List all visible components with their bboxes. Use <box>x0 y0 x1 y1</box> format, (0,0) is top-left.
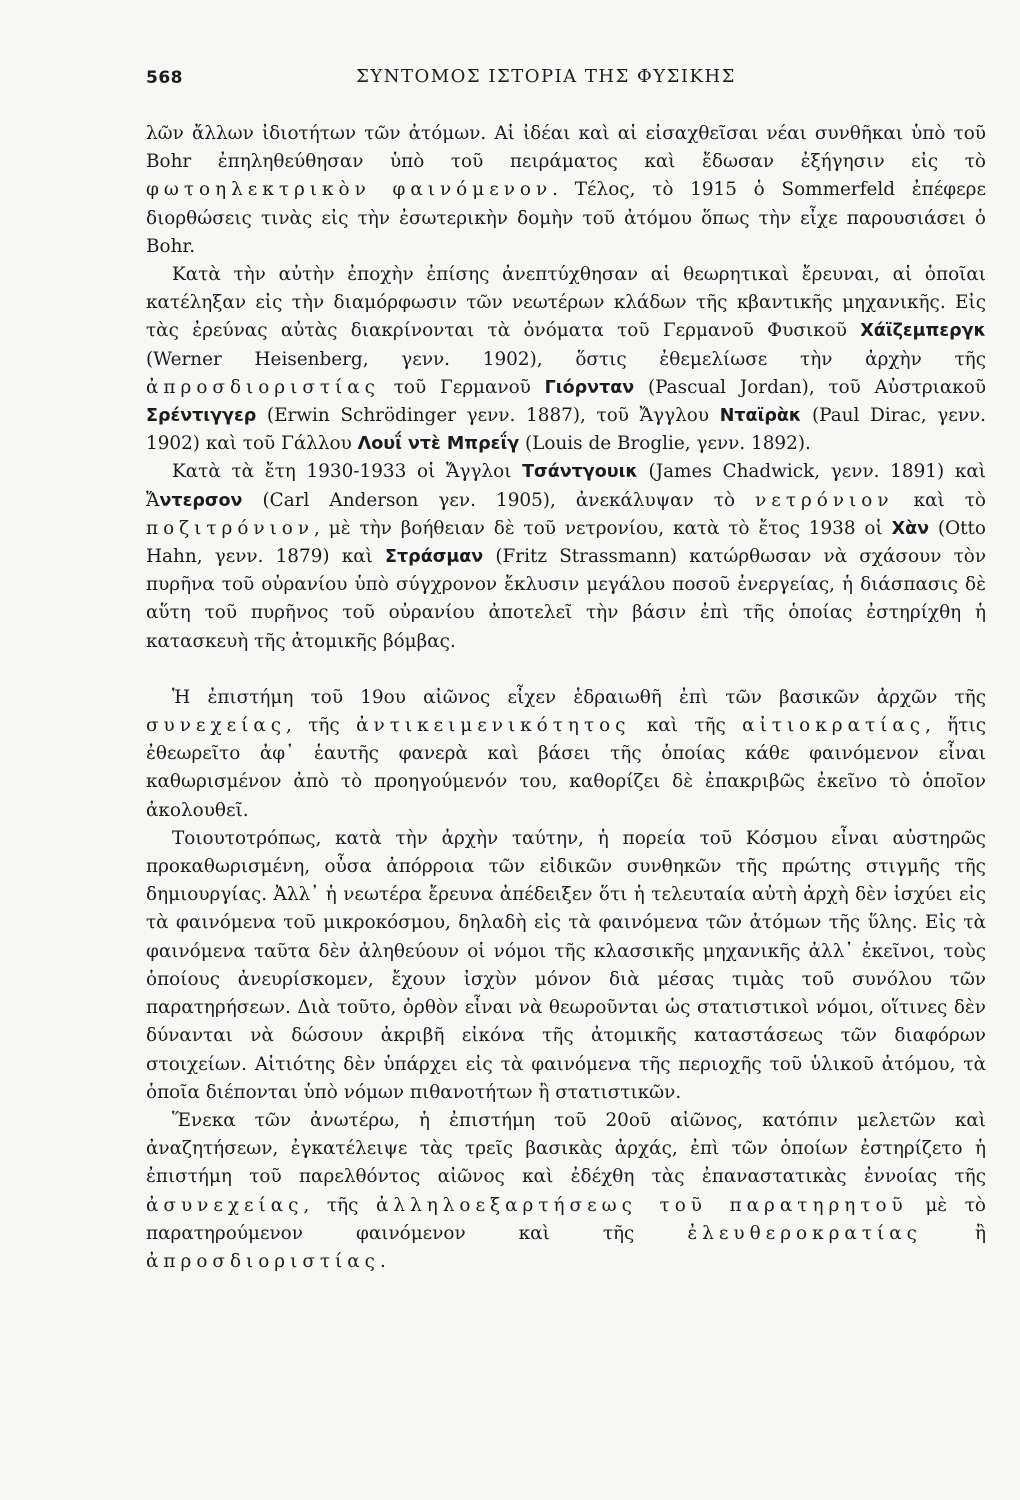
text-run: Ἡ ἐπιστήμη τοῦ 19ου αἰῶνος εἶχεν ἑδραιωθῆ ἐπὶ τῶν βασικῶν ἀρχῶν τῆς <box>172 686 986 708</box>
text-run: καὶ τὸ <box>893 489 986 511</box>
text-run: , ἥτις ἐθεωρεῖτο ἀφ᾽ ἑαυτῆς φανερὰ καὶ βάσει τῆς ὁποίας κάθε φαινόμενον εἶναι καθωρισμένον ἀπὸ τὸ προηγούμενόν του, καθορίζει δὲ ἐπακριβῶς ἐκεῖνο τὸ ὁποῖον ἀκολουθεῖ. <box>146 715 986 821</box>
paragraph <box>146 684 986 825</box>
text-run: (Pascual Jordan), τοῦ Αὐστριακοῦ <box>634 376 987 398</box>
spaced-term: φωτοηλεκτρικὸν φαινόμενον <box>146 179 553 201</box>
text-run: τοῦ Γερμανοῦ <box>379 376 545 398</box>
bold-name: Χὰν <box>891 518 930 539</box>
running-title: ΣΥΝΤΟΜΟΣ ΙΣΤΟΡΙΑ ΤΗΣ ΦΥΣΙΚΗΣ <box>356 66 736 87</box>
bold-name: Λουΐ ντὲ Μπρεΐγ <box>357 434 520 455</box>
paragraph <box>146 261 986 458</box>
paragraph <box>146 120 986 261</box>
text-run: Κατὰ τὰ ἔτη 1930-1933 οἱ Ἄγγλοι <box>172 461 523 483</box>
page-header <box>146 64 898 94</box>
text-run: . <box>379 1250 386 1272</box>
text-run: (Werner Heisenberg, γενν. 1902), ὅστις ἐθεμελίωσε τὴν ἀρχὴν τῆς <box>146 348 986 370</box>
text-run: λῶν ἄλλων ἰδιοτήτων τῶν ἀτόμων. Αἱ ἰδέαι καὶ αἱ εἰσαχθεῖσαι νέαι συνθῆκαι ὑπὸ τοῦ Bohr ἐπηληθεύθησαν ὑπὸ τοῦ πειράματος καὶ ἔδωσαν ἐξήγησιν εἰς τὸ <box>146 123 986 173</box>
bold-name: Νταϊρὰκ <box>719 406 802 427</box>
body-text <box>146 120 986 1276</box>
text-run: Τοιουτοτρόπως, κατὰ τὴν ἀρχὴν ταύτην, ἡ πορεία τοῦ Κόσμου εἶναι αὐστηρῶς προκαθωρισμένη, οὖσα ἀπόρροια τῶν εἰδικῶν συνθηκῶν τῆς πρώτης στιγμῆς τῆς δημιουργίας. Ἀλλ᾽ ἡ νεωτέρα ἔρευνα ἀπέδειξεν ὅτι ἡ τελευταία αὐτὴ ἀρχὴ δὲν ἰσχύει εἰς τὰ φαινόμενα τοῦ μικροκόσμου, δηλαδὴ εἰς τὰ φαινόμενα τῶν ἀτόμων τῆς ὕλης. Εἰς τὰ φαινόμενα ταῦτα δὲν ἀληθεύουν οἱ νόμοι τῆς κλασσικῆς μηχανικῆς ἀλλ᾽ ἐκεῖνοι, τοὺς ὁποίους ἀνευρίσκομεν, ἔχουν ἰσχὺν μόνον διὰ μέσας τιμὰς τοῦ συνόλου τῶν παρατηρήσεων. Διὰ τοῦτο, ὀρθὸν εἶναι νὰ θεωροῦνται ὡς στατιστικοὶ νόμοι, οἵτινες δὲν δύνανται νὰ δώσουν ἀκριβῆ εἰκόνα τῆς ἀτομικῆς καταστάσεως τῶν διαφόρων στοιχείων. Αἰτιότης δὲν ὑπάρχει εἰς τὰ φαινόμενα τῆς περιοχῆς τοῦ ὑλικοῦ ἀτόμου, τὰ ὁποῖα διέπονται ὑπὸ νόμων πιθανοτήτων ἢ στατιστικῶν. <box>146 827 986 1103</box>
text-run: (Paul Dirac, γενν. 1902) καὶ τοῦ Γάλλου <box>146 405 986 455</box>
text-run: μὲ τὸ παρατηρούμενον φαινόμενον καὶ τῆς <box>146 1194 986 1244</box>
spaced-term: ἀπροσδιοριστίας <box>146 376 380 398</box>
spaced-term: ἐλευθεροκρατίας <box>687 1222 922 1244</box>
text-run: (Erwin Schrödinger γενν. 1887), τοῦ Ἄγγλου <box>256 405 720 427</box>
text-run: . Τέλος, τὸ 1915 ὁ Sommerfeld ἐπέφερε διορθώσεις τινὰς εἰς τὴν ἐσωτερικὴν δομὴν τοῦ ἀτόμου ὅπως τὴν εἶχε παρουσιάσει ὁ Bohr. <box>146 179 986 257</box>
spaced-term: ἀλληλοεξαρτήσεως τοῦ παρατηρητοῦ <box>376 1194 908 1216</box>
spaced-term: αἰτιοκρατίας <box>742 715 926 737</box>
page-number: 568 <box>146 68 183 88</box>
text-run: ἢ <box>921 1222 986 1244</box>
text-run: , μὲ τὴν βοήθειαν δὲ τοῦ νετρονίου, κατὰ τὸ ἔτος 1938 οἱ <box>314 517 892 539</box>
spaced-term: συνεχείας <box>146 715 287 737</box>
text-run: καὶ τῆς <box>630 715 743 737</box>
paragraph <box>146 1107 986 1276</box>
bold-name: Σρέντιγγερ <box>146 406 257 427</box>
text-run: , τῆς <box>286 715 357 737</box>
bold-name: Τσάντγουικ <box>522 462 638 483</box>
text-run: (Louis de Broglie, γενν. 1892). <box>519 433 811 455</box>
text-run: (Carl Anderson γεν. 1905), ἀνεκάλυψαν τὸ <box>242 489 756 511</box>
text-run: , τῆς <box>303 1194 376 1216</box>
spaced-term: ἀντικειμενικότητος <box>356 715 631 737</box>
paragraph <box>146 458 986 655</box>
text-run: Κατὰ τὴν αὐτὴν ἐποχὴν ἐπίσης ἀνεπτύχθησαν αἱ θεωρητικαὶ ἔρευναι, αἱ ὁποῖαι κατέληξαν εἰς τὴν διαμόρφωσιν τῶν νεωτέρων κλάδων τῆς κβαντικῆς μηχανικῆς. Εἰς τὰς ἐρεύνας αὐτὰς διακρίνονται τὰ ὀνόματα τοῦ Γερμανοῦ Φυσικοῦ <box>146 264 986 342</box>
bold-name: Χάϊζεμπεργκ <box>860 321 986 342</box>
paragraph <box>146 825 986 1107</box>
text-run: (James Chadwick, γενν. 1891) καὶ Ἄ <box>146 461 986 511</box>
spaced-term: ποζιτρόνιον <box>146 517 315 539</box>
spaced-term: ἀπροσδιοριστίας <box>146 1250 380 1272</box>
spaced-term: ἀσυνεχείας <box>146 1194 304 1216</box>
spaced-term: νετρόνιον <box>755 489 894 511</box>
text-run: (Otto Hahn, γενν. 1879) καὶ <box>146 517 986 568</box>
bold-name: ντερσον <box>159 490 243 511</box>
text-run: (Fritz Strassmann) κατώρθωσαν νὰ σχάσουν τὸν πυρῆνα τοῦ οὐρανίου ὑπὸ σύγχρονον ἔκλυσιν μεγάλου ποσοῦ ἐνεργείας, ἡ διάσπασις δὲ αὕτη τοῦ πυρῆνος τοῦ οὐρανίου ἀποτελεῖ τὴν βάσιν ἐπὶ τῆς ὁποίας ἐστηρίχθη ἡ κατασκευὴ τῆς ἀτομικῆς βόμβας. <box>146 546 986 652</box>
text-run: Ἕνεκα τῶν ἀνωτέρω, ἡ ἐπιστήμη τοῦ 20οῦ αἰῶνος, κατόπιν μελετῶν καὶ ἀναζητήσεων, ἐγκατέλειψε τὰς τρεῖς βασικὰς ἀρχάς, ἐπὶ τῶν ὁποίων ἐστηρίζετο ἡ ἐπιστήμη τοῦ παρελθόντος αἰῶνος καὶ ἐδέχθη τὰς ἐπαναστατικὰς ἐννοίας τῆς <box>146 1109 986 1188</box>
bold-name: Στράσμαν <box>385 547 484 568</box>
bold-name: Γιόρνταν <box>544 377 635 398</box>
